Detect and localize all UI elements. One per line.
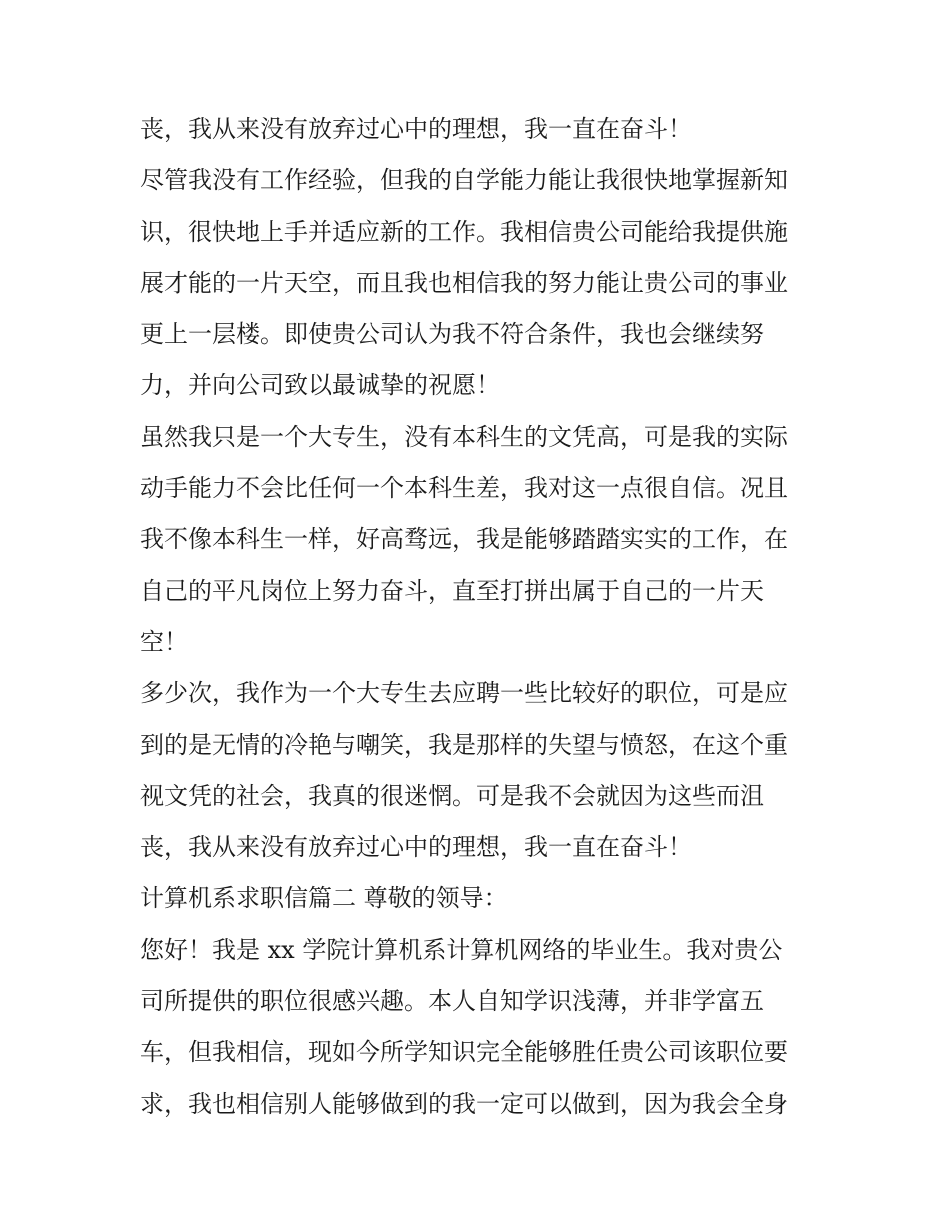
section-heading: 计算机系求职信篇二 尊敬的领导： bbox=[140, 884, 508, 913]
text-line: 我不像本科生一样，好高骛远，我是能够踏踏实实的工作，在 bbox=[140, 525, 788, 554]
document-body bbox=[140, 104, 820, 1130]
text-line: 司所提供的职位很感兴趣。本人自知学识浅薄，并非学富五 bbox=[140, 987, 764, 1016]
text-line: 识，很快地上手并适应新的工作。我相信贵公司能给我提供施 bbox=[140, 217, 788, 246]
text-line: 尽管我没有工作经验，但我的自学能力能让我很快地掌握新知 bbox=[140, 166, 788, 195]
text-line: 丧，我从来没有放弃过心中的理想，我一直在奋斗！ bbox=[140, 833, 692, 862]
text-line: 动手能力不会比任何一个本科生差，我对这一点很自信。况且 bbox=[140, 474, 788, 503]
text-line: 展才能的一片天空，而且我也相信我的努力能让贵公司的事业 bbox=[140, 268, 788, 297]
text-line: 多少次，我作为一个大专生去应聘一些比较好的职位，可是应 bbox=[140, 679, 788, 708]
text-line: 更上一层楼。即使贵公司认为我不符合条件，我也会继续努 bbox=[140, 320, 764, 349]
text-line: 丧，我从来没有放弃过心中的理想，我一直在奋斗！ bbox=[140, 115, 692, 143]
text-line: 视文凭的社会，我真的很迷惘。可是我不会就因为这些而沮 bbox=[140, 781, 764, 810]
text-line: 求，我也相信别人能够做到的我一定可以做到，因为我会全身 bbox=[140, 1089, 788, 1118]
text-line: 虽然我只是一个大专生，没有本科生的文凭高，可是我的实际 bbox=[140, 422, 788, 451]
text-line: 您好！我是 xx 学院计算机系计算机网络的毕业生。我对贵公 bbox=[140, 935, 783, 964]
text-line: 力，并向公司致以最诚挚的祝愿！ bbox=[140, 371, 500, 400]
text-line: 车，但我相信，现如今所学知识完全能够胜任贵公司该职位要 bbox=[140, 1038, 788, 1067]
text-line: 自己的平凡岗位上努力奋斗，直至打拼出属于自己的一片天 bbox=[140, 576, 764, 605]
text-line: 到的是无情的冷艳与嘲笑，我是那样的失望与愤怒，在这个重 bbox=[140, 730, 788, 759]
text-line: 空！ bbox=[140, 627, 188, 656]
